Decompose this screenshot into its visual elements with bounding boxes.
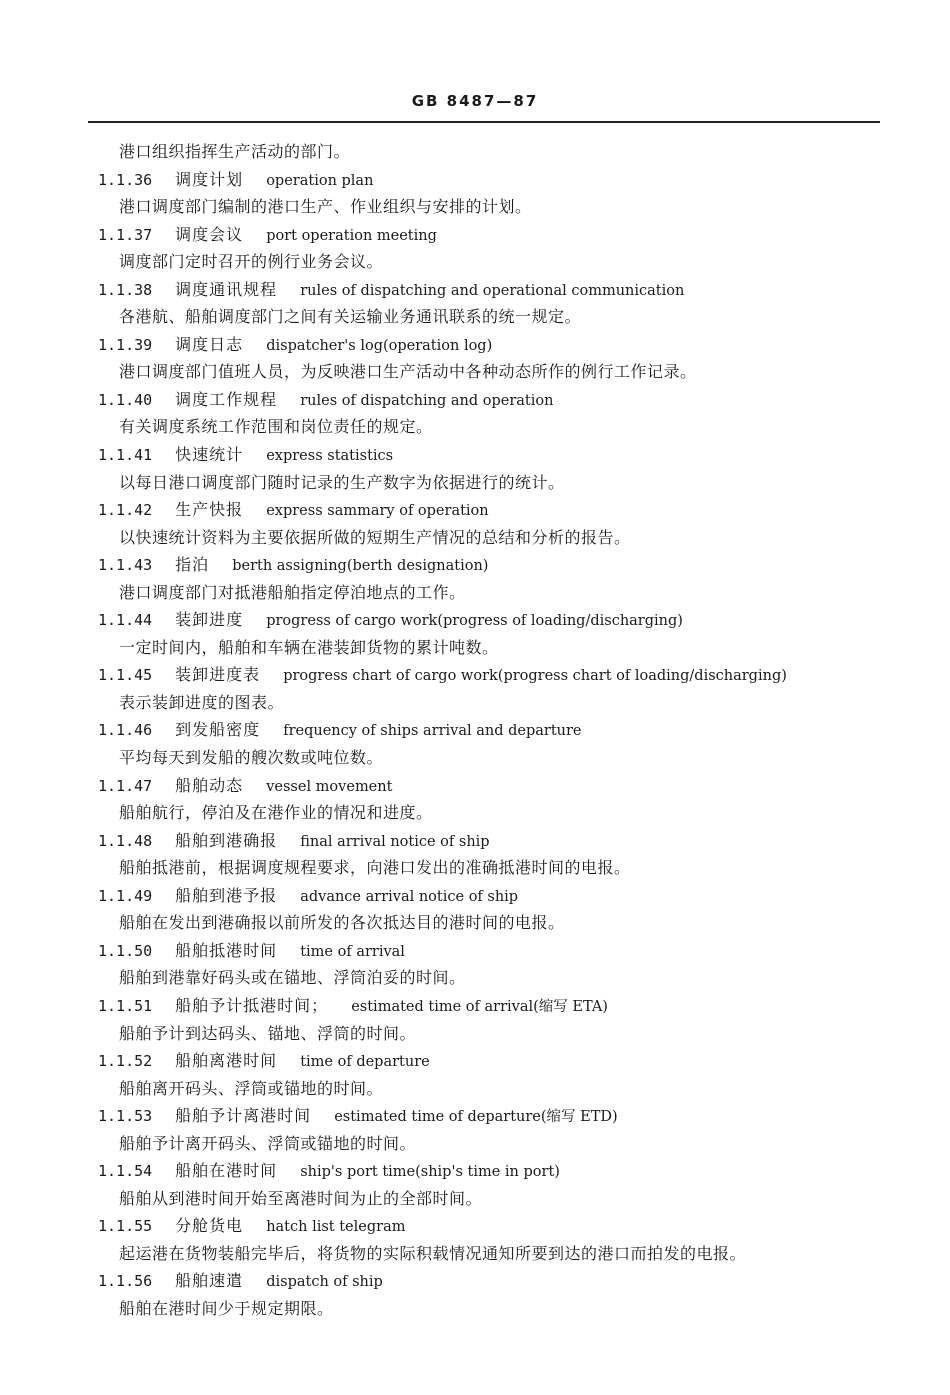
term-definition: 一定时间内，船舶和车辆在港装卸货物的累计吨数。 <box>119 637 499 657</box>
term-english: dispatcher's log(operation log) <box>266 337 493 354</box>
term-number: 1.1.52 <box>98 1052 153 1071</box>
term-definition: 港口调度部门值班人员，为反映港口生产活动中各种动态所作的例行工作记录。 <box>119 362 697 382</box>
term-row <box>98 1267 898 1295</box>
term-english: operation plan <box>266 172 374 189</box>
term-number: 1.1.36 <box>98 170 153 189</box>
term-definition: 船舶抵港前，根据调度规程要求，向港口发出的准确抵港时间的电报。 <box>119 858 631 878</box>
term-definition: 船舶离开码头、浮筒或锚地的时间。 <box>119 1078 384 1098</box>
term-definition: 船舶予计到达码头、锚地、浮筒的时间。 <box>119 1023 417 1043</box>
term-row <box>98 1157 898 1185</box>
term-english: rules of dispatching and operational communication <box>300 282 685 299</box>
term-chinese: 船舶动态 <box>175 775 244 795</box>
term-definition: 港口调度部门编制的港口生产、作业组织与安排的计划。 <box>119 197 532 217</box>
term-chinese: 指泊 <box>175 555 210 575</box>
term-definition: 各港航、船舶调度部门之间有关运输业务通讯联系的统一规定。 <box>119 307 582 327</box>
term-number: 1.1.53 <box>98 1107 153 1126</box>
term-chinese: 调度会议 <box>175 224 244 244</box>
term-english: time of arrival <box>300 943 405 960</box>
term-definition: 有关调度系统工作范围和岗位责任的规定。 <box>119 417 433 437</box>
term-chinese: 装卸进度表 <box>175 665 261 685</box>
term-number: 1.1.50 <box>98 941 153 960</box>
term-definition: 船舶在港时间少于规定期限。 <box>119 1298 334 1318</box>
term-row <box>98 441 898 469</box>
term-number: 1.1.37 <box>98 225 153 244</box>
term-english: progress chart of cargo work(progress chart of loading/discharging) <box>283 668 787 685</box>
term-english: express sammary of operation <box>266 503 489 520</box>
term-chinese: 快速统计 <box>175 445 244 465</box>
term-chinese: 船舶离港时间 <box>175 1051 278 1071</box>
term-definition: 表示装卸进度的图表。 <box>119 692 285 712</box>
term-english: time of departure <box>300 1054 430 1071</box>
term-number: 1.1.46 <box>98 721 153 740</box>
term-chinese: 调度通讯规程 <box>175 279 278 299</box>
term-number: 1.1.47 <box>98 776 153 795</box>
term-english: express statistics <box>266 448 394 465</box>
term-chinese: 船舶到港确报 <box>175 830 278 850</box>
term-row <box>98 1212 898 1240</box>
term-chinese: 船舶在港时间 <box>175 1161 278 1181</box>
term-row <box>98 221 898 249</box>
term-number: 1.1.49 <box>98 886 153 905</box>
term-chinese: 船舶予计抵港时间； <box>175 995 329 1015</box>
term-number: 1.1.38 <box>98 280 153 299</box>
term-definition: 船舶航行，停泊及在港作业的情况和进度。 <box>119 803 433 823</box>
term-english: vessel movement <box>266 778 393 795</box>
term-definition: 船舶在发出到港确报以前所发的各次抵达目的港时间的电报。 <box>119 913 565 933</box>
term-number: 1.1.43 <box>98 556 153 575</box>
term-chinese: 装卸进度 <box>175 610 244 630</box>
term-english: estimated time of arrival(缩写 ETA) <box>351 998 608 1015</box>
term-definition: 船舶予计离开码头、浮筒或锚地的时间。 <box>119 1133 417 1153</box>
term-number: 1.1.54 <box>98 1162 153 1181</box>
term-english: advance arrival notice of ship <box>300 888 519 905</box>
header-divider <box>88 121 880 123</box>
term-chinese: 调度计划 <box>175 169 244 189</box>
glossary-body <box>98 138 898 1323</box>
term-number: 1.1.39 <box>98 335 153 354</box>
term-definition: 船舶从到港时间开始至离港时间为止的全部时间。 <box>119 1188 483 1208</box>
term-number: 1.1.45 <box>98 666 153 685</box>
term-row <box>98 386 898 414</box>
term-row <box>98 661 898 689</box>
term-chinese: 船舶到港予报 <box>175 885 278 905</box>
term-definition: 港口调度部门对抵港船舶指定停泊地点的工作。 <box>119 582 466 602</box>
term-english: estimated time of departure(缩写 ETD) <box>334 1109 618 1126</box>
term-row <box>98 937 898 965</box>
term-chinese: 调度工作规程 <box>175 389 278 409</box>
term-row <box>98 882 898 910</box>
term-row <box>98 1102 898 1130</box>
term-definition: 以快速统计资料为主要依据所做的短期生产情况的总结和分析的报告。 <box>119 527 631 547</box>
term-chinese: 船舶抵港时间 <box>175 940 278 960</box>
document-code-header: GB 8487—87 <box>411 92 539 110</box>
term-row <box>98 606 898 634</box>
term-chinese: 分舱货电 <box>175 1216 244 1236</box>
term-english: dispatch of ship <box>266 1274 383 1291</box>
term-definition: 起运港在货物装船完毕后，将货物的实际积载情况通知所要到达的港口而拍发的电报。 <box>119 1243 747 1263</box>
term-definition: 平均每天到发船的艘次数或吨位数。 <box>119 748 384 768</box>
term-english: ship's port time(ship's time in port) <box>300 1164 560 1181</box>
term-row <box>98 551 898 579</box>
term-english: hatch list telegram <box>266 1219 406 1236</box>
term-definition: 调度部门定时召开的例行业务会议。 <box>119 252 384 272</box>
term-chinese: 船舶予计离港时间 <box>175 1106 312 1126</box>
term-row <box>98 716 898 744</box>
term-english: final arrival notice of ship <box>300 833 490 850</box>
term-chinese: 调度日志 <box>175 334 244 354</box>
term-number: 1.1.51 <box>98 996 153 1015</box>
term-definition: 以每日港口调度部门随时记录的生产数字为依据进行的统计。 <box>119 472 565 492</box>
term-number: 1.1.56 <box>98 1272 153 1291</box>
term-row <box>98 166 898 194</box>
term-row <box>98 276 898 304</box>
term-chinese: 船舶速遣 <box>175 1271 244 1291</box>
term-row <box>98 331 898 359</box>
term-english: frequency of ships arrival and departure <box>283 723 582 740</box>
term-number: 1.1.44 <box>98 611 153 630</box>
term-english: rules of dispatching and operation <box>300 392 554 409</box>
continuation-definition: 港口组织指挥生产活动的部门。 <box>119 142 351 161</box>
term-row <box>98 827 898 855</box>
term-english: port operation meeting <box>266 227 437 244</box>
term-english: berth assigning(berth designation) <box>232 558 489 575</box>
term-english: progress of cargo work(progress of loading/discharging) <box>266 613 683 630</box>
term-row <box>98 992 898 1020</box>
term-chinese: 到发船密度 <box>175 720 261 740</box>
term-row <box>98 772 898 800</box>
term-number: 1.1.48 <box>98 831 153 850</box>
term-number: 1.1.55 <box>98 1217 153 1236</box>
term-row <box>98 496 898 524</box>
term-definition: 船舶到港靠好码头或在锚地、浮筒泊妥的时间。 <box>119 968 466 988</box>
term-number: 1.1.41 <box>98 446 153 465</box>
term-number: 1.1.42 <box>98 501 153 520</box>
term-chinese: 生产快报 <box>175 500 244 520</box>
term-row <box>98 1047 898 1075</box>
term-number: 1.1.40 <box>98 390 153 409</box>
